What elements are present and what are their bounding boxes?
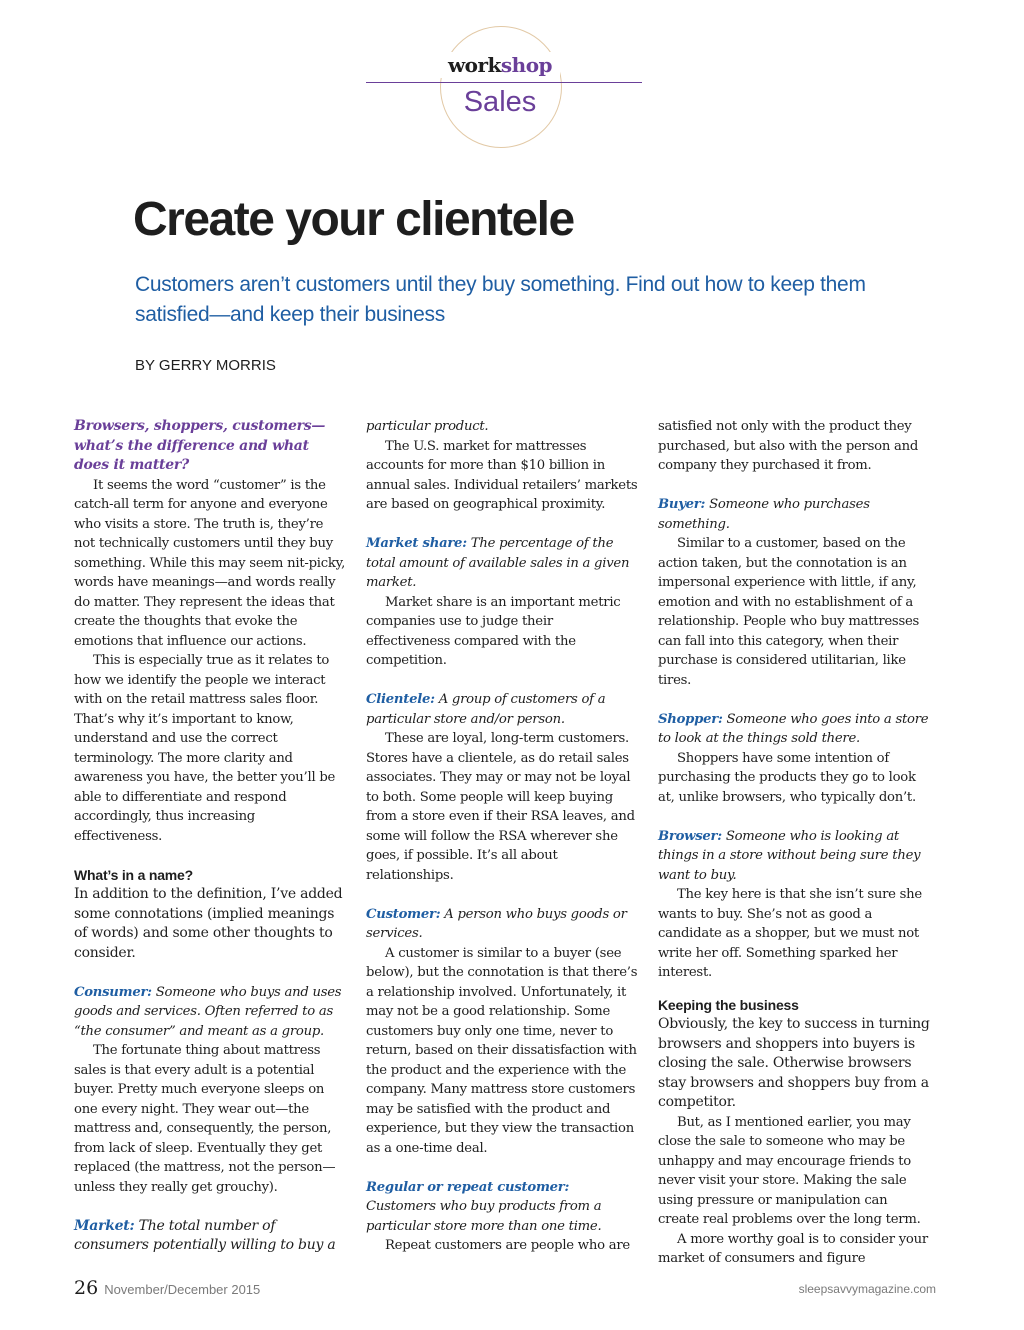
definition-text: Someone who buys and uses goods and services. Often referred to as “the consumer” and meant as a group. — [74, 984, 342, 1039]
definition-text: A person who buys goods or services. — [366, 906, 627, 941]
definition-customer — [366, 905, 638, 944]
paragraph: Market share is an important metric companies use to judge their effectiveness compared with the competition. — [366, 594, 621, 668]
term-browser: Browser: — [658, 828, 722, 844]
definition-text: The total number of consumers potentially willing to buy a — [74, 1217, 336, 1253]
paragraph: But, as I mentioned earlier, you may close the sale to someone who may be unhappy and may encourage friends to never visit your store. Making the sale using pressure or manipulation can create real problems over the long term. — [658, 1114, 921, 1227]
paragraph: Similar to a customer, based on the action taken, but the connotation is an impersonal experience with little, if any, emotion and with no establishment of a relationship. People who buy mattresses can fall into this category, when their purchase is considered utilitarian, like tires. — [658, 536, 920, 688]
subhead-whats-in-a-name: What’s in a name? — [74, 866, 193, 883]
paragraph: A customer is similar to a buyer (see below), but the connotation is that there’s a relationship involved. Unfortunately, it may not be a good relationship. Some customers buy only one time, never to return, based on their dissatisfaction with the product and the experience with the company. Many mattress store customers may be satisfied with the product and experience, but they view the transaction as a one-time deal. — [366, 945, 638, 1156]
spacer — [74, 963, 346, 983]
issue-date: November/December 2015 — [104, 1282, 261, 1297]
section-name: Sales — [463, 86, 537, 118]
page-number: 26 — [74, 1277, 99, 1299]
definition-text: Customers who buy products from a particular store more than one time. — [366, 1199, 602, 1234]
spacer — [658, 690, 930, 710]
spacer — [366, 515, 638, 535]
term-clientele: Clientele: — [366, 692, 435, 707]
spacer — [74, 846, 346, 866]
paragraph: The U.S. market for mattresses accounts for more than $10 billion in annual sales. Individual retailers’ markets are based on geographical proximity. — [366, 438, 638, 512]
spacer — [74, 1197, 346, 1217]
lead-question: Browsers, shoppers, customers—what’s the difference and what does it matter? — [74, 418, 326, 473]
spacer — [366, 671, 638, 691]
column-2 — [366, 417, 638, 1256]
spacer — [658, 476, 930, 496]
term-market-share: Market share: — [366, 536, 467, 551]
page-footer-left — [74, 1276, 260, 1302]
spacer — [658, 807, 930, 827]
definition-text: Someone who goes into a store to look at the things sold there. — [658, 711, 929, 746]
paragraph: The key here is that she isn’t sure she wants to buy. She’s not as good a candidate as a shopper, but we must not write her off. Something sparked her interest. — [658, 887, 922, 980]
column-3 — [658, 417, 930, 1269]
byline: BY GERRY MORRIS — [135, 357, 276, 374]
article-deck: Customers aren’t customers until they buy something. Find out how to keep them satisfied—and keep their business — [135, 273, 866, 326]
definition-text: The percentage of the total amount of available sales in a given market. — [366, 536, 630, 590]
definition-text: A group of customers of a particular store and/or person. — [366, 692, 606, 727]
section-rule — [366, 82, 642, 83]
definition-market-cont: particular product. — [366, 419, 489, 434]
paragraph: Repeat customers are people who are — [385, 1238, 630, 1253]
spacer — [658, 983, 930, 996]
term-consumer: Consumer: — [74, 984, 152, 1000]
term-repeat-customer: Regular or repeat customer: — [366, 1179, 570, 1195]
column-1 — [74, 417, 346, 1256]
definition-shopper — [658, 710, 930, 749]
definition-text: Someone who purchases something. — [658, 497, 870, 532]
definition-consumer — [74, 983, 346, 1042]
paragraph: satisfied not only with the product they purchased, but also with the person and company they purchased it from. — [658, 419, 919, 473]
paragraph: Obviously, the key to success in turning browsers and shoppers into buyers is closing the sale. Otherwise browsers stay browsers and shoppers buy from a competitor. — [658, 1016, 930, 1110]
definition-market — [74, 1217, 346, 1256]
definition-repeat-customer — [366, 1178, 638, 1237]
spacer — [366, 1158, 638, 1178]
definition-clientele — [366, 690, 638, 729]
section-label-part1: work — [447, 53, 501, 77]
spacer — [366, 885, 638, 905]
subhead-keeping-the-business: Keeping the business — [658, 996, 799, 1013]
article-title: Create your clientele — [133, 193, 574, 246]
definition-browser — [658, 827, 930, 886]
term-market: Market: — [74, 1217, 135, 1234]
definition-text: Someone who is looking at things in a store without being sure they want to buy. — [658, 828, 921, 883]
section-label-part2: shop — [500, 53, 553, 77]
paragraph: The fortunate thing about mattress sales is that every adult is a potential buyer. Pretty much everyone sleeps on one every night. They wear out—the mattress and, consequently, the person, from lack of sleep. Eventually they get replaced (the mattress, not the person—unless they really get grouchy). — [74, 1043, 336, 1195]
definition-market-share — [366, 534, 638, 593]
paragraph: These are loyal, long-term customers. Stores have a clientele, as do retail sales associates. They may or may not be loyal to both. Some people will keep buying from a store even if their RSA leaves, and some will follow the RSA wherever she goes, if possible. It’s all about relationships. — [366, 731, 635, 883]
definition-buyer — [658, 495, 930, 534]
section-label — [440, 52, 560, 78]
term-shopper: Shopper: — [658, 711, 723, 727]
site-url: sleepsavvymagazine.com — [798, 1282, 936, 1296]
paragraph: Shoppers have some intention of purchasing the products they go to look at, unlike browsers, who typically don’t. — [658, 750, 916, 805]
paragraph: This is especially true as it relates to how we identify the people we interact with on the retail mattress sales floor. That’s why it’s important to know, understand and use the correct terminology. The more clarity and awareness you have, the better you’ll be able to differentiate and respond accordingly, thus increasing effectiveness. — [74, 653, 336, 844]
term-buyer: Buyer: — [658, 497, 706, 512]
paragraph: It seems the word “customer” is the catch-all term for anyone and everyone who visits a store. The truth is, they’re not technically customers until they buy something. While this may seem nit-picky, words have meanings—and words really do matter. They represent the ideas that create the thoughts that evoke the emotions that influence our actions. — [74, 477, 346, 649]
term-customer: Customer: — [366, 906, 441, 922]
paragraph: In addition to the definition, I’ve added some connotations (implied meanings of words) and some other thoughts to consider. — [74, 886, 343, 961]
paragraph: A more worthy goal is to consider your market of consumers and figure — [658, 1231, 928, 1266]
